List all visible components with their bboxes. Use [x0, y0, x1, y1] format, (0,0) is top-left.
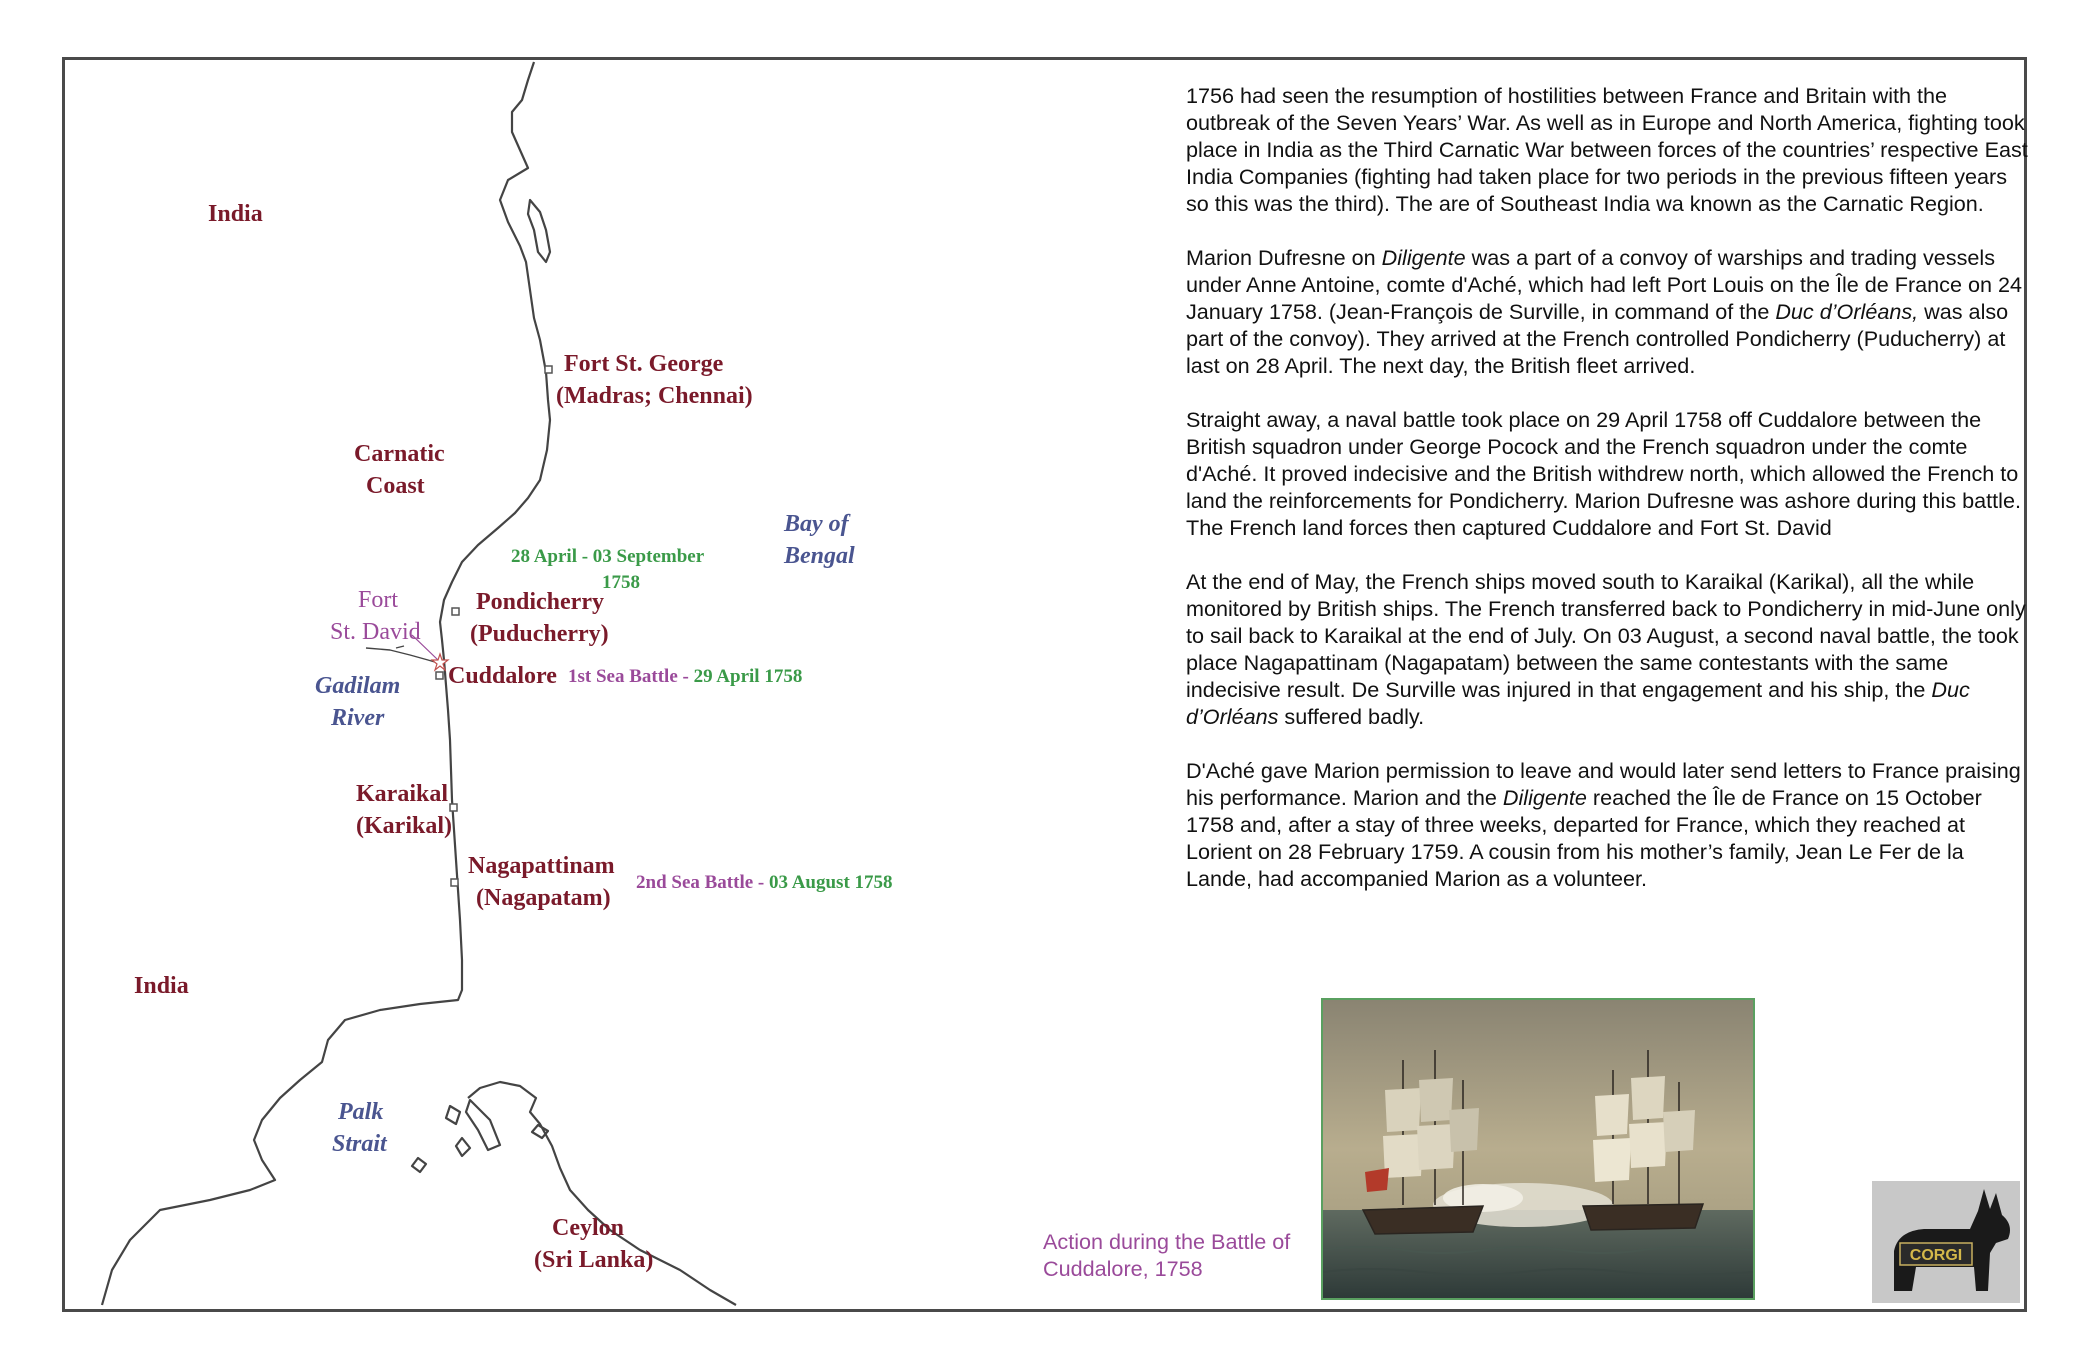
p2-text-a: Marion Dufresne on [1186, 245, 1382, 270]
label-ceylon: Ceylon [552, 1215, 624, 1241]
label-india-south: India [134, 973, 189, 999]
p2-ship-name: Diligente [1381, 245, 1466, 270]
label-gadilam: Gadilam [315, 673, 401, 699]
marker-cuddalore [436, 672, 443, 679]
p2-duc-name: Duc d’Orléans, [1775, 299, 1919, 324]
label-bengal: Bengal [784, 543, 855, 569]
p5-text-b: reached the Île de France on 15 October 1758 and, after a stay of three weeks, departed for France, which they reached at Lorient on 28 February 1759. A cousin from his mother’s family, Jean Le Fer de la Lande, had accompanied Marion as a volunteer. [1186, 785, 1982, 891]
battle-1-date: 29 April 1758 [693, 666, 803, 687]
label-strait: Strait [332, 1131, 387, 1157]
p5-text-a: D'Aché gave Marion permission to leave and would later send letters to France praising his performance. Marion and the [1186, 758, 2021, 810]
p4-text-b: suffered badly. [1278, 704, 1425, 729]
p4-duc-name: Duc d’Orléans [1186, 677, 1970, 729]
paragraph-4 [1186, 568, 2028, 730]
logo-text: CORGI [1909, 1247, 1963, 1264]
painting-caption: Action during the Battle of Cuddalore, 1758 [1043, 1229, 1291, 1281]
label-palk: Palk [338, 1099, 384, 1125]
label-sri-lanka: (Sri Lanka) [534, 1247, 654, 1273]
label-madras: (Madras; Chennai) [556, 383, 753, 409]
corgi-logo [1872, 1181, 2020, 1303]
paragraph-2 [1186, 244, 2028, 379]
label-carnatic: Carnatic [354, 441, 445, 467]
label-battle-2 [636, 872, 893, 894]
label-date-range-year: 1758 [602, 572, 640, 593]
battle-2-name: 2nd Sea Battle - [636, 872, 769, 893]
paragraph-3: Straight away, a naval battle took place on 29 April 1758 off Cuddalore between the British squadron under George Pocock and the French squadron under the comte d'Aché. It proved indecisive and the British withdrew north, which allowed the French to land the reinforcements for Pondicherry. Marion Dufresne was ashore during this battle. The French land forces then captured Cuddalore and Fort St. David [1186, 407, 2021, 540]
label-nagapatam: (Nagapatam) [476, 885, 611, 911]
p2-text-c: was also part of the convoy). They arrived at the French controlled Pondicherry (Puducherry) at last on 28 April. The next day, the British fleet arrived. [1186, 299, 2009, 378]
marker-fort-st-george [545, 366, 552, 373]
label-fort: Fort [358, 587, 399, 613]
label-puducherry: (Puducherry) [470, 621, 609, 647]
label-coast: Coast [366, 473, 425, 499]
p2-text-b: was a part of a convoy of warships and trading vessels under Anne Antoine, comte d'Aché, which had left Port Louis on the Île de France on 24 January 1758. (Jean-François de Surville, in command of the [1186, 245, 2023, 324]
label-date-range: 28 April - 03 September [511, 546, 705, 567]
battle-painting [1321, 998, 1755, 1300]
lagoon [528, 200, 550, 262]
marker-nagapattinam [451, 879, 458, 886]
label-nagapattinam: Nagapattinam [468, 853, 615, 879]
label-karikal: (Karikal) [356, 813, 452, 839]
label-battle-1 [568, 666, 802, 688]
article-text [1186, 82, 2028, 919]
marker-pondicherry [452, 608, 459, 615]
jaffna [466, 1100, 500, 1150]
label-karaikal: Karaikal [356, 781, 449, 807]
label-india-north: India [208, 201, 263, 227]
label-fort-st-george: Fort St. George [564, 351, 724, 377]
label-cuddalore: Cuddalore [448, 663, 557, 689]
paragraph-5 [1186, 757, 2028, 892]
paragraph-1: 1756 had seen the resumption of hostilities between France and Britain with the outbreak of the Seven Years’ War. As well as in Europe and North America, fighting took place in India as the Third Carnatic War between forces of the countries’ respective East India Companies (fighting had taken place for two periods in the previous fifteen years so this was the third). The are of Southeast India wa known as the Carnatic Region. [1186, 83, 2028, 216]
p5-ship-name: Diligente [1502, 785, 1587, 810]
battle-1-name: 1st Sea Battle - [568, 666, 694, 687]
label-bay-of: Bay of [784, 511, 849, 537]
label-pondicherry: Pondicherry [476, 589, 604, 615]
label-river: River [331, 705, 385, 731]
battle-2-date: 03 August 1758 [769, 872, 893, 893]
p4-text-a: At the end of May, the French ships moved south to Karaikal (Karikal), all the while monitored by British ships. The French transferred back to Pondicherry in mid-June only to sail back to Karaikal at the end of July. On 03 August, a second naval battle, the took place Nagapattinam (Nagapatam) between the same contestants with the same indecisive result. De Surville was injured in that engagement and his ship, the [1186, 569, 2026, 702]
label-st-david: St. David [330, 619, 421, 645]
